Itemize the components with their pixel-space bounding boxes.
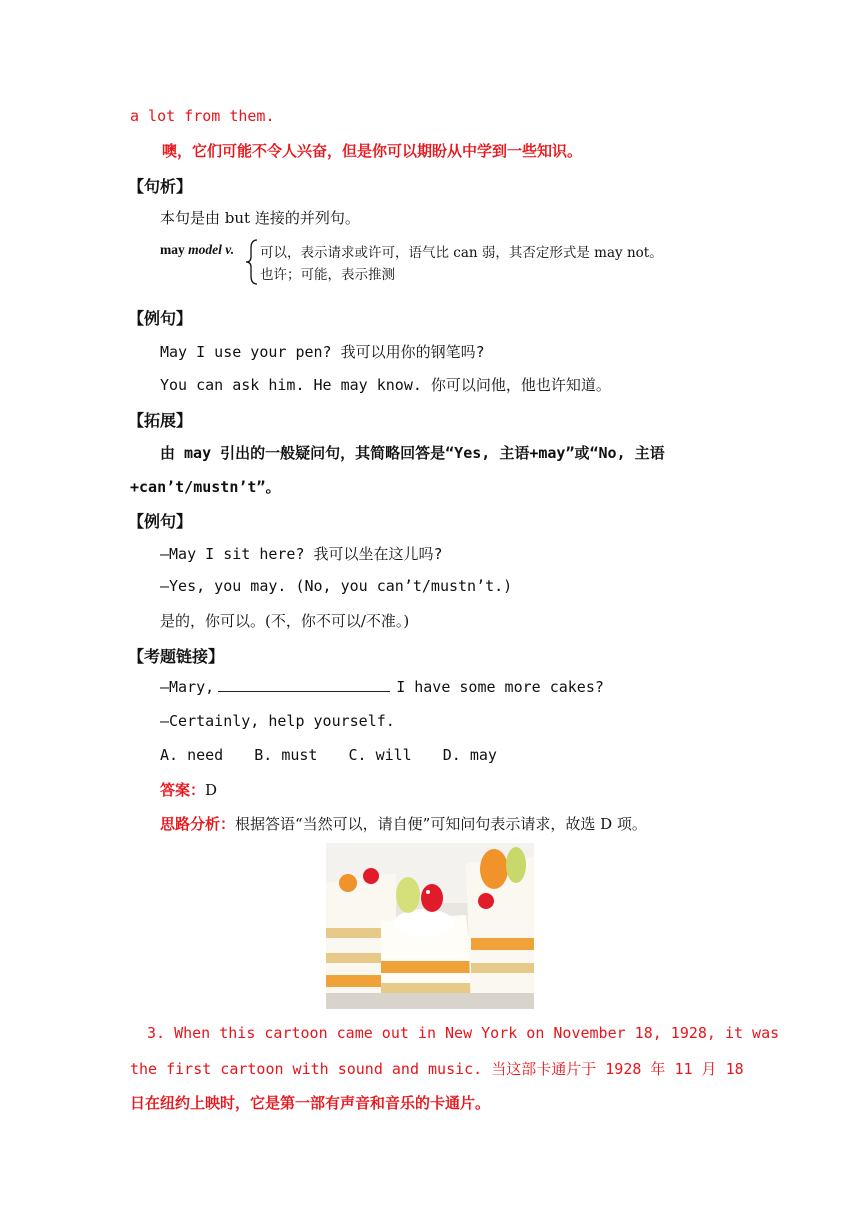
example-2a: —May I sit here? 我可以坐在这儿吗? xyxy=(160,545,443,563)
exam-question-pre: —Mary, xyxy=(160,678,215,696)
analysis-text: 本句是由 but 连接的并列句。 xyxy=(160,209,360,227)
heading-example-1: 【例句】 xyxy=(128,309,193,328)
example-2c: 是的，你可以。(不，你不可以/不准。) xyxy=(160,612,410,630)
analysis-value: 根据答语“当然可以，请自便”可知问句表示请求，故选 D 项。 xyxy=(235,815,647,833)
example-1b: You can ask him. He may know. 你可以问他，他也许知道。 xyxy=(160,376,611,394)
cake-slice-right xyxy=(466,847,534,1009)
exam-question xyxy=(160,678,604,696)
option-a: A. need xyxy=(160,746,224,764)
answer-value: D xyxy=(205,781,218,799)
analysis-line xyxy=(160,813,647,834)
example-1a: May I use your pen? 我可以用你的钢笔吗? xyxy=(160,343,485,361)
exam-question-post: I have some more cakes? xyxy=(396,678,604,696)
example-2b: —Yes, you may. (No, you can’t/mustn’t.) xyxy=(160,577,513,595)
may-definition-box xyxy=(160,238,720,286)
may-pos: model v. xyxy=(188,242,235,257)
option-b: B. must xyxy=(254,746,318,764)
translation-1: 噢，它们可能不令人兴奋，但是你可以期盼从中学到一些知识。 xyxy=(162,142,583,160)
may-meaning-2: 也许；可能，表示推测 xyxy=(260,267,395,283)
top-line: a lot from them. xyxy=(130,107,275,125)
may-meaning-1: 可以，表示请求或许可，语气比 can 弱，其否定形式是 may not。 xyxy=(260,245,663,261)
heading-example-2: 【例句】 xyxy=(128,512,193,531)
sentence-3-line-1: 3. When this cartoon came out in New York on November 18, 1928, it was xyxy=(147,1024,780,1042)
extension-line-2: +can’t/mustn’t”。 xyxy=(130,478,281,496)
may-term: may xyxy=(160,242,185,257)
heading-exam: 【考题链接】 xyxy=(128,647,225,666)
heading-analysis: 【句析】 xyxy=(128,177,193,196)
answer-label: 答案： xyxy=(160,781,206,799)
extension-line-1: 由 may 引出的一般疑问句，其简略回答是“Yes, 主语+may”或“No, 主语 xyxy=(160,444,665,462)
heading-extension: 【拓展】 xyxy=(128,411,193,430)
sentence-3-line-2: the first cartoon with sound and music. 当这部卡通片于 1928 年 11 月 18 xyxy=(130,1060,744,1078)
answer-line xyxy=(160,779,217,800)
option-c: C. will xyxy=(348,746,412,764)
answer-blank xyxy=(218,679,390,692)
analysis-label: 思路分析： xyxy=(160,815,236,833)
sentence-3-line-3: 日在纽约上映时，它是第一部有声音和音乐的卡通片。 xyxy=(130,1094,491,1112)
exam-options xyxy=(160,746,519,764)
exam-reply: —Certainly, help yourself. xyxy=(160,712,395,730)
option-d: D. may xyxy=(442,746,497,764)
cake-image xyxy=(326,843,534,1009)
brace-icon xyxy=(245,238,259,286)
